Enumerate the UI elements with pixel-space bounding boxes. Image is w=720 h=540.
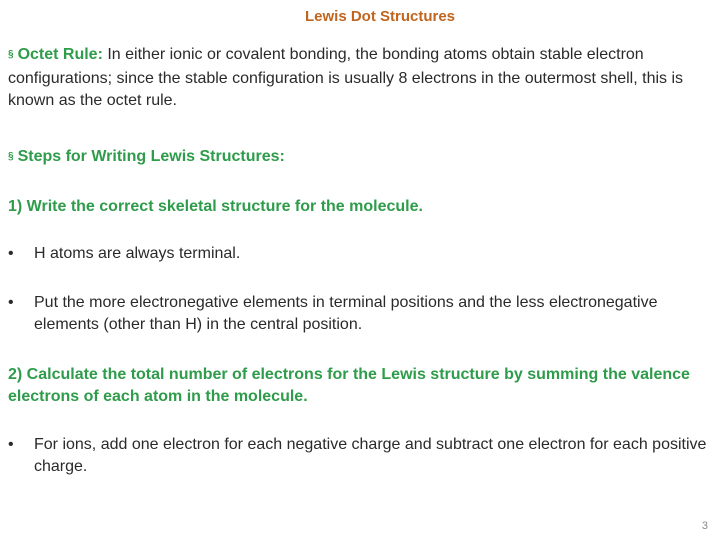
bullet-icon: • [8,294,14,311]
slide-title: Lewis Dot Structures [304,8,456,25]
step-1-bullet-1-text: H atoms are always terminal. [34,245,241,262]
step-1-heading: 1) Write the correct skeletal structure for the molecule. [8,198,423,215]
page-number: 3 [701,520,708,532]
step-1-bullet-2-text: Put the more electronegative elements in terminal positions and the less electronegative elements (other than H) in the central position. [34,294,658,333]
steps-heading-label: Steps for Writing Lewis Structures: [17,148,285,165]
step-2-heading: 2) Calculate the total number of electrons for the Lewis structure by summing the valence electrons of each atom in the molecule. [8,366,690,405]
steps-heading-marker-icon: § [8,151,14,162]
step-2-bullet-1 [8,434,708,478]
octet-rule-text: In either ionic or covalent bonding, the bonding atoms obtain stable electron configurations; since the stable configuration is usually 8 electrons in the outermost shell, this is known as the octet rule. [8,46,684,109]
step-1-bullet-2 [8,292,708,336]
octet-rule-label: Octet Rule: [17,46,103,63]
bullet-icon: • [8,436,14,453]
octet-rule-paragraph [8,44,708,112]
step-2-bullet-1-text: For ions, add one electron for each negative charge and subtract one electron for each positive charge. [34,436,707,475]
bullet-icon: • [8,245,14,262]
step-1-bullet-1 [8,243,708,265]
steps-heading [8,146,708,170]
octet-rule-marker-icon: § [8,49,14,60]
